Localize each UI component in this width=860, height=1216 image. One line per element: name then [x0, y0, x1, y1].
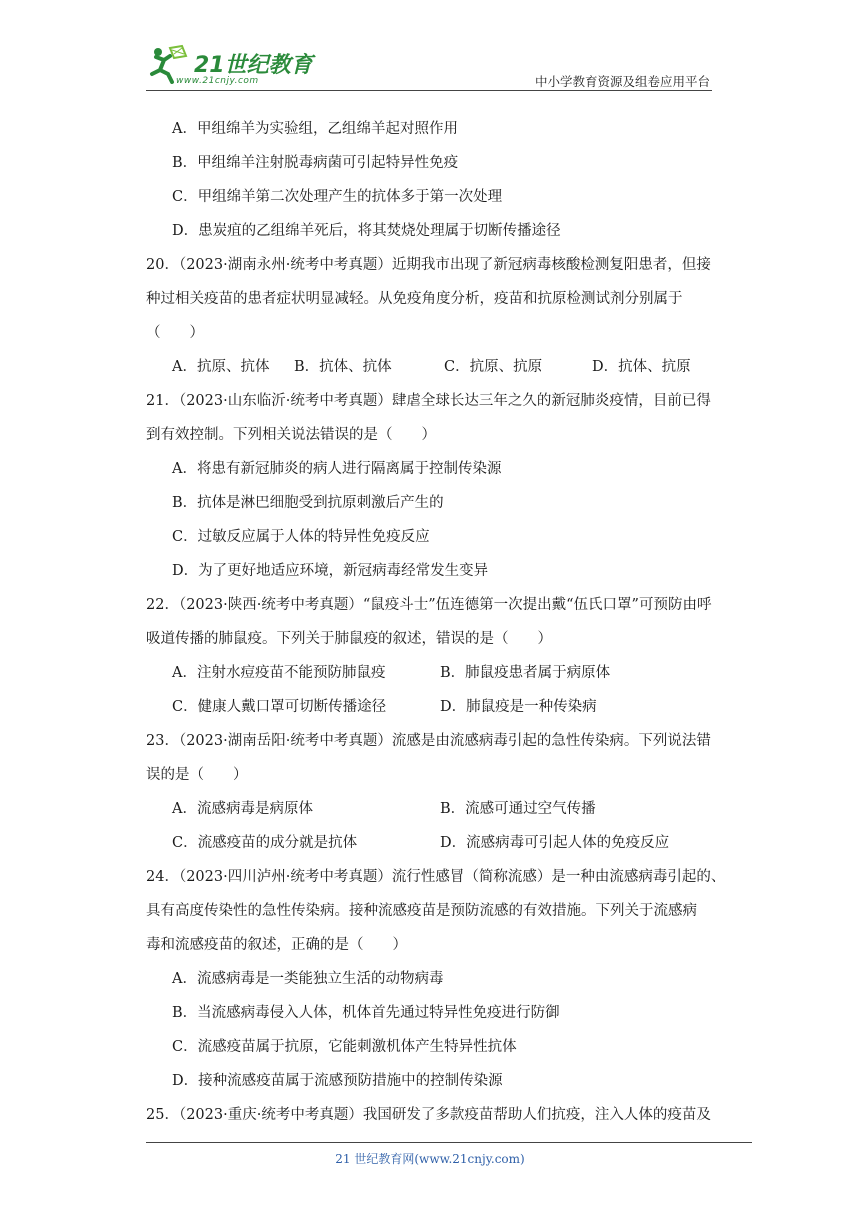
question-content — [146, 112, 726, 1132]
q24-option-c: C．流感疫苗属于抗原，它能刺激机体产生特异性抗体 — [172, 1039, 517, 1055]
q19-option-c: C．甲组绵羊第二次处理产生的抗体多于第一次处理 — [172, 189, 503, 205]
q23-stem-line-2: 误的是（ ） — [146, 767, 248, 783]
q21-stem-line-1: 21．（2023·山东临沂·统考中考真题）肆虐全球长达三年之久的新冠肺炎疫情，目前已得 — [146, 393, 711, 409]
q22-options-row-2 — [146, 690, 712, 724]
q24-option-a: A．流感病毒是一类能独立生活的动物病毒 — [172, 971, 444, 987]
footer-link[interactable]: 21 世纪教育网(www.21cnjy.com) — [335, 1152, 525, 1166]
header-platform-text: 中小学教育资源及组卷应用平台 — [534, 74, 710, 89]
q21-option-a: A．将患有新冠肺炎的病人进行隔离属于控制传染源 — [172, 461, 502, 477]
q24-option-d: D．接种流感疫苗属于流感预防措施中的控制传染源 — [172, 1073, 503, 1089]
q22-option-b: B．肺鼠疫患者属于病原体 — [440, 665, 611, 681]
q24-stem-line-3: 毒和流感疫苗的叙述，正确的是（ ） — [146, 937, 407, 953]
q23-option-c: C．流感疫苗的成分就是抗体 — [172, 835, 358, 851]
q24-stem-line-1: 24．（2023·四川泸州·统考中考真题）流行性感冒（简称流感）是一种由流感病毒引起的、 — [146, 869, 726, 885]
q22-option-a: A．注射水痘疫苗不能预防肺鼠疫 — [172, 665, 386, 681]
q22-option-d: D．肺鼠疫是一种传染病 — [440, 699, 597, 715]
q20-stem-line-3: （ ） — [146, 325, 204, 341]
q20-stem-line-1: 20．（2023·湖南永州·统考中考真题）近期我市出现了新冠病毒核酸检测复阳患者，但接 — [146, 257, 711, 273]
q23-options-row-2 — [146, 826, 712, 860]
q20-option-d: D．抗体、抗原 — [592, 359, 691, 375]
logo-url: www.21cnjy.com — [176, 76, 259, 86]
q22-options-row-1 — [146, 656, 712, 690]
q21-stem-line-2: 到有效控制。下列相关说法错误的是（ ） — [146, 427, 436, 443]
header-divider — [146, 90, 712, 91]
q21-option-c: C．过敏反应属于人体的特异性免疫反应 — [172, 529, 430, 545]
q20-option-c: C．抗原、抗原 — [444, 359, 543, 375]
q21-option-d: D．为了更好地适应环境，新冠病毒经常发生变异 — [172, 563, 489, 579]
q22-option-c: C．健康人戴口罩可切断传播途径 — [172, 699, 387, 715]
q24-option-b: B．当流感病毒侵入人体，机体首先通过特异性免疫进行防御 — [172, 1005, 560, 1021]
q23-option-b: B．流感可通过空气传播 — [440, 801, 596, 817]
q23-stem-line-1: 23．（2023·湖南岳阳·统考中考真题）流感是由流感病毒引起的急性传染病。下列说法错 — [146, 733, 711, 749]
q20-option-b: B．抗体、抗体 — [294, 359, 392, 375]
q25-stem-line-1: 25．（2023·重庆·统考中考真题）我国研发了多款疫苗帮助人们抗疫，注入人体的疫苗及 — [146, 1107, 711, 1123]
q24-stem-line-2: 具有高度传染性的急性传染病。接种流感疫苗是预防流感的有效措施。下列关于流感病 — [146, 903, 697, 919]
q22-stem-line-2: 吸道传播的肺鼠疫。下列关于肺鼠疫的叙述，错误的是（ ） — [146, 631, 552, 647]
q23-option-d: D．流感病毒可引起人体的免疫反应 — [440, 835, 670, 851]
logo-text: 21世纪教育 — [194, 53, 313, 78]
q23-option-a: A．流感病毒是病原体 — [172, 801, 313, 817]
q19-option-b: B．甲组绵羊注射脱毒病菌可引起特异性免疫 — [172, 155, 459, 171]
footer-divider — [146, 1142, 752, 1143]
q20-options — [146, 350, 712, 384]
q23-options-row-1 — [146, 792, 712, 826]
q19-option-a: A．甲组绵羊为实验组，乙组绵羊起对照作用 — [172, 121, 458, 137]
q22-stem-line-1: 22．（2023·陕西·统考中考真题）“鼠疫斗士”伍连德第一次提出戴“伍氏口罩”可预防由呼 — [146, 597, 712, 613]
logo — [146, 44, 316, 92]
q20-stem-line-2: 种过相关疫苗的患者症状明显减轻。从免疫角度分析，疫苗和抗原检测试剂分别属于 — [146, 291, 683, 307]
page-header — [0, 0, 860, 100]
q20-option-a: A．抗原、抗体 — [172, 359, 270, 375]
q21-option-b: B．抗体是淋巴细胞受到抗原刺激后产生的 — [172, 495, 444, 511]
q19-option-d: D．患炭疽的乙组绵羊死后，将其焚烧处理属于切断传播途径 — [172, 223, 561, 239]
